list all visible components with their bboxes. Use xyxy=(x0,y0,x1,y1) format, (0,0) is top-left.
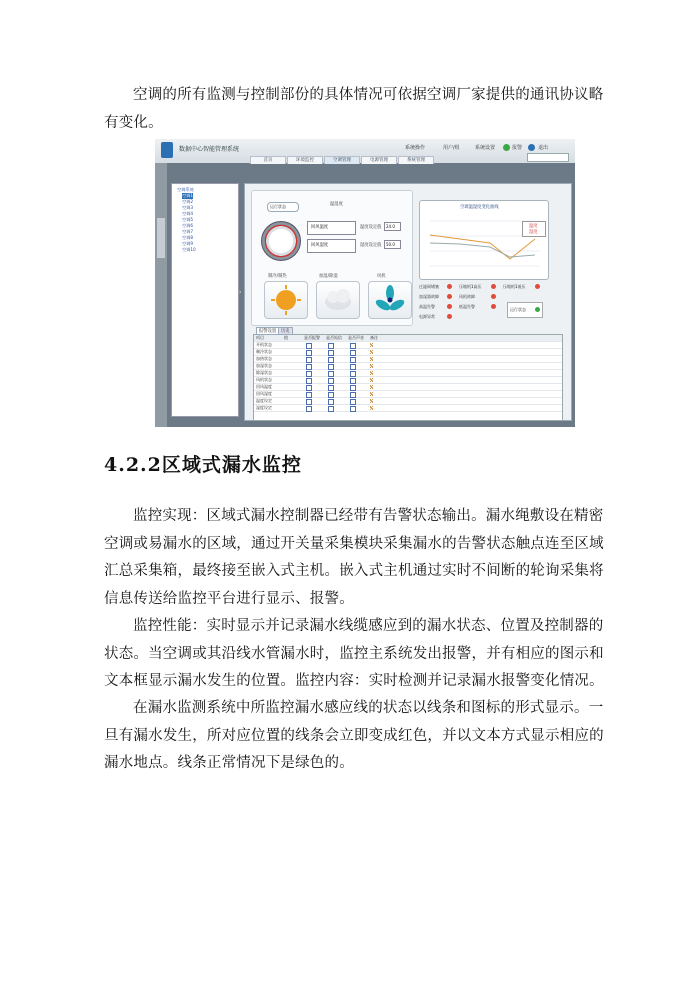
embedded-screenshot xyxy=(155,139,575,427)
toolbar-item[interactable]: 退出 xyxy=(538,145,549,151)
user-icon[interactable] xyxy=(528,144,535,151)
run-led-icon xyxy=(535,307,540,312)
row-label: 温度设定 xyxy=(256,398,272,403)
rail-tab[interactable] xyxy=(157,218,165,258)
row-label: 加热状态 xyxy=(256,356,272,361)
status-label: 压缩机1低压 xyxy=(503,284,526,289)
aircon-panel xyxy=(244,183,572,421)
tab-aircon[interactable]: 空调管理 xyxy=(324,156,360,164)
mode-label: 加湿/除湿 xyxy=(319,274,338,279)
mode-label: 风机 xyxy=(377,274,386,279)
col-header: 是否报警 xyxy=(304,335,320,340)
tab-alarm-settings[interactable]: 报警设置 xyxy=(256,327,279,335)
status-label: 压缩机1高压 xyxy=(459,284,482,289)
alarm-led-icon xyxy=(535,284,540,289)
col-header: 值 xyxy=(284,335,288,340)
display-paragraph: 在漏水监测系统中所监控漏水感应线的状态以线条和图标的形式显示。一旦有漏水发生，所对应位置的线条会立即变成红色，并以文本方式显示相应的漏水地点。线条正常情况下是绿色的。 xyxy=(104,700,604,771)
table-row[interactable] xyxy=(254,384,562,391)
edit-pencil-icon[interactable] xyxy=(370,378,373,382)
edit-pencil-icon[interactable] xyxy=(370,385,373,389)
return-temp-field: 回风温度 xyxy=(307,221,356,235)
trend-chart-svg xyxy=(420,201,548,279)
set-hum-label: 湿度设定值 xyxy=(360,243,382,248)
table-row[interactable] xyxy=(254,391,562,398)
tree-item[interactable]: 空调6 xyxy=(182,223,194,228)
alarm-table xyxy=(253,329,563,421)
alarm-led-icon xyxy=(491,304,496,309)
status-label: 过滤网堵塞 xyxy=(419,284,439,289)
search-input[interactable] xyxy=(527,153,569,162)
toolbar-item[interactable]: 系统设置 xyxy=(475,145,496,151)
col-header: 是否短信 xyxy=(326,335,342,340)
left-rail xyxy=(155,163,167,427)
col-header: 项目 xyxy=(256,335,264,340)
series-line-temp xyxy=(430,235,535,259)
alarm-icon[interactable] xyxy=(503,144,510,151)
row-label: 制冷状态 xyxy=(256,349,272,354)
tab-env[interactable]: 环境监控 xyxy=(287,156,323,164)
tree-item[interactable]: 空调1 xyxy=(182,193,194,198)
alarm-led-icon xyxy=(447,284,452,289)
edit-pencil-icon[interactable] xyxy=(370,343,373,347)
col-header: 备注 xyxy=(370,335,378,340)
table-row[interactable] xyxy=(254,370,562,377)
implementation-paragraph: 监控实现：区域式漏水控制器已经带有告警状态输出。漏水绳敷设在精密空调或易漏水的区域，通过开关量采集模块采集漏水的告警状态触点连至区域汇总采集箱，最终接至嵌入式主机。嵌入式主机通过实时不间断的轮询采集将信息传送给监控平台进行显示、报警。 xyxy=(104,508,604,607)
splitter-handle[interactable]: › xyxy=(239,289,242,296)
table-header xyxy=(254,335,562,342)
tree-item[interactable]: 空调2 xyxy=(182,199,194,204)
status-label: 高温告警 xyxy=(419,304,435,309)
tab-power[interactable]: 电源管理 xyxy=(361,156,397,164)
tab-home[interactable]: 首页 xyxy=(250,156,286,164)
legend-temp: 温度 xyxy=(529,224,538,229)
row-label: 加湿状态 xyxy=(256,363,272,368)
row-label: 回风湿度 xyxy=(256,391,272,396)
table-row[interactable] xyxy=(254,405,562,412)
tree-item[interactable]: 空调4 xyxy=(182,211,194,216)
col-header: 是否声音 xyxy=(348,335,364,340)
mode-label: 制冷/制热 xyxy=(268,274,287,279)
table-row[interactable] xyxy=(254,398,562,405)
sms-checkbox[interactable] xyxy=(328,406,334,412)
alarm-checkbox[interactable] xyxy=(306,406,312,412)
intro-paragraph: 空调的所有监测与控制部份的具体情况可依据空调厂家提供的通讯协议略有变化。 xyxy=(104,87,604,131)
edit-pencil-icon[interactable] xyxy=(370,350,373,354)
row-label: 湿度设定 xyxy=(256,405,272,410)
run-state-button[interactable]: 运行状态 xyxy=(267,202,299,212)
tab-system[interactable]: 系统管理 xyxy=(398,156,434,164)
chart-title: 空调温湿度变化曲线 xyxy=(460,205,499,210)
table-row[interactable] xyxy=(254,377,562,384)
run-state-box xyxy=(507,302,543,318)
status-card xyxy=(251,190,413,326)
alarm-led-icon xyxy=(447,314,452,319)
status-label: 电源异常 xyxy=(419,314,435,319)
app-header xyxy=(155,139,575,163)
edit-pencil-icon[interactable] xyxy=(370,406,373,410)
cloud-icon xyxy=(317,282,359,318)
alarm-led-icon xyxy=(491,294,496,299)
row-label: 回风温度 xyxy=(256,384,272,389)
alarm-led-icon xyxy=(447,304,452,309)
fan-icon xyxy=(369,282,411,318)
sun-icon xyxy=(265,282,307,318)
toolbar-item[interactable]: 系统操作 xyxy=(405,145,426,151)
tree-item[interactable]: 空调3 xyxy=(182,205,194,210)
app-title: 数据中心智能管理系统 xyxy=(179,146,240,153)
section-heading: 4.2.2区域式漏水监控 xyxy=(104,454,302,476)
edit-pencil-icon[interactable] xyxy=(370,371,373,375)
table-row[interactable] xyxy=(254,349,562,356)
status-grid xyxy=(419,284,559,326)
set-temp-input[interactable]: 24.0 xyxy=(384,222,401,231)
tree-item[interactable]: 空调9 xyxy=(182,241,194,246)
alarm-led-icon xyxy=(447,294,452,299)
humidify-mode-tile[interactable] xyxy=(316,281,360,319)
tree-item[interactable]: 空调8 xyxy=(182,235,194,240)
fan-mode-tile[interactable] xyxy=(368,281,412,319)
set-temp-label: 温度设定值 xyxy=(360,225,382,230)
heat-mode-tile[interactable] xyxy=(264,281,308,319)
tab-history[interactable]: 历史 xyxy=(278,327,293,335)
device-tree xyxy=(171,183,239,417)
status-label: 风机故障 xyxy=(459,294,475,299)
series-line-hum xyxy=(430,243,535,257)
edit-pencil-icon[interactable] xyxy=(370,364,373,368)
return-hum-field: 回风湿度 xyxy=(307,239,356,253)
tree-item[interactable]: 空调7 xyxy=(182,229,194,234)
toolbar-item[interactable]: 报警 xyxy=(512,145,523,151)
row-label: 开机状态 xyxy=(256,342,272,347)
table-row[interactable] xyxy=(254,363,562,370)
row-label: 除湿状态 xyxy=(256,370,272,375)
status-label: 低温告警 xyxy=(459,304,475,309)
performance-paragraph: 监控性能：实时显示并记录漏水线缆感应到的漏水状态、位置及控制器的状态。当空调或其沿线水管漏水时，监控主系统发出报警，并有相应的图示和文本框显示漏水发生的位置。监控内容：实时检测并记录漏水报警变化情况。 xyxy=(104,618,604,689)
tree-item[interactable]: 空调10 xyxy=(182,247,196,252)
table-row[interactable] xyxy=(254,342,562,349)
alarm-led-icon xyxy=(491,284,496,289)
thermometer-gauge-icon xyxy=(261,221,301,261)
sound-checkbox[interactable] xyxy=(350,406,356,412)
edit-pencil-icon[interactable] xyxy=(370,392,373,396)
tree-item[interactable]: 空调5 xyxy=(182,217,194,222)
status-label: 加湿器故障 xyxy=(419,294,439,299)
edit-pencil-icon[interactable] xyxy=(370,399,373,403)
row-label: 风机状态 xyxy=(256,377,272,382)
chart-legend xyxy=(522,221,546,237)
run-state-label: 运行状态 xyxy=(510,307,526,312)
set-hum-input[interactable]: 50.0 xyxy=(384,240,401,249)
trend-chart xyxy=(419,200,549,280)
section-label: 温湿度 xyxy=(330,202,343,207)
edit-pencil-icon[interactable] xyxy=(370,357,373,361)
toolbar-item[interactable]: 用户/组 xyxy=(443,145,460,151)
tree-root[interactable]: 空调系统 xyxy=(177,187,194,192)
app-logo-icon xyxy=(161,142,173,158)
table-row[interactable] xyxy=(254,356,562,363)
legend-hum: 湿度 xyxy=(529,230,538,235)
